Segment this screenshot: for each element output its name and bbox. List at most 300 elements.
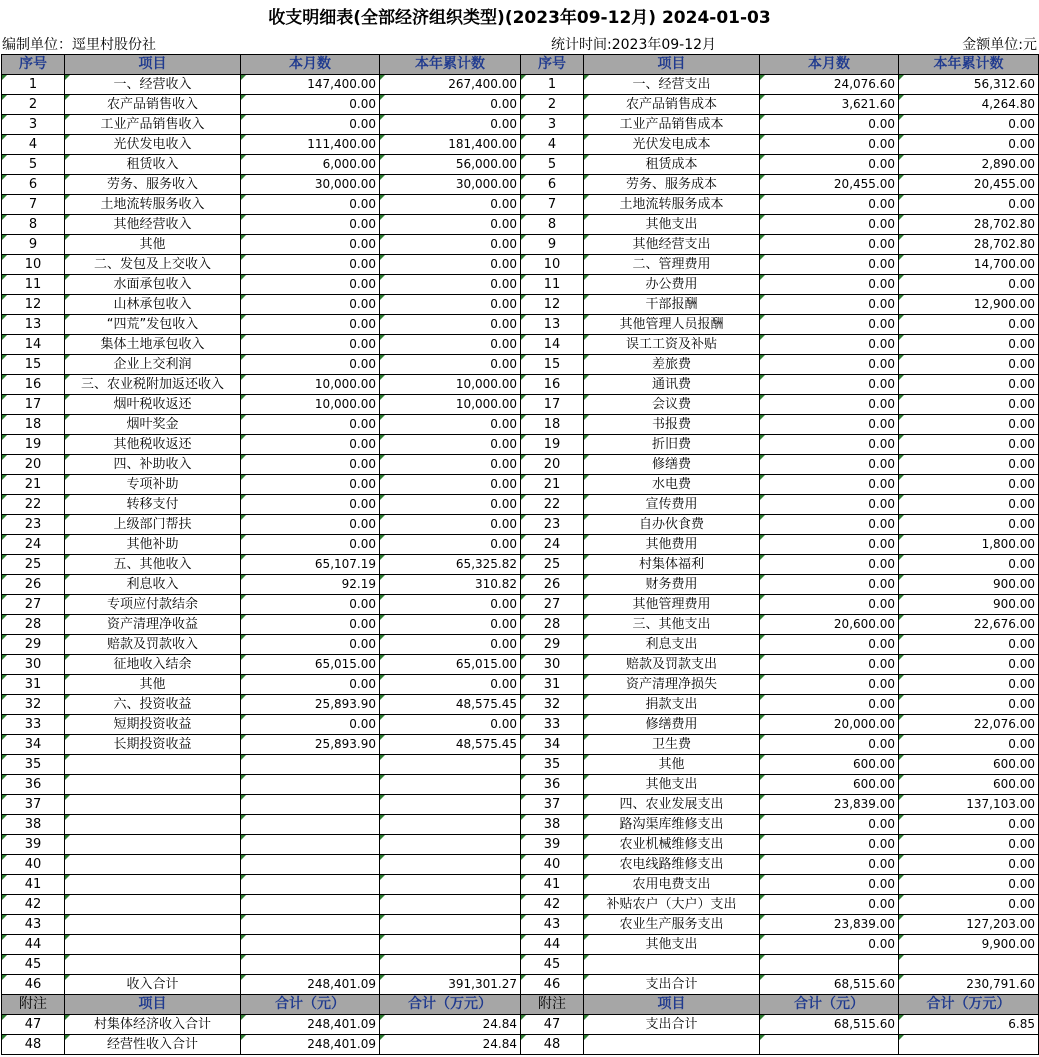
income-month-value: 0.00 (241, 115, 380, 135)
footer-header-total-wan: 合计（万元） (380, 995, 521, 1015)
income-month-value: 147,400.00 (241, 75, 380, 95)
table-row (2, 675, 1039, 695)
expense-item: 其他支出 (584, 775, 760, 795)
expense-year-value: 9,900.00 (899, 935, 1039, 955)
expense-year-value: 28,702.80 (899, 215, 1039, 235)
expense-month-value: 0.00 (760, 635, 899, 655)
income-item: 三、农业税附加返还收入 (65, 375, 241, 395)
expense-month-value: 0.00 (760, 375, 899, 395)
income-item (65, 935, 241, 955)
table-row (2, 655, 1039, 675)
expense-month-value: 24,076.60 (760, 75, 899, 95)
row-seq: 10 (2, 255, 65, 275)
row-seq: 7 (2, 195, 65, 215)
income-month-value: 0.00 (241, 535, 380, 555)
expense-item: 其他管理费用 (584, 595, 760, 615)
income-month-value: 0.00 (241, 195, 380, 215)
row-seq: 44 (2, 935, 65, 955)
expense-month-value: 0.00 (760, 815, 899, 835)
expense-item: 补贴农户（大户）支出 (584, 895, 760, 915)
income-item: “四荒”发包收入 (65, 315, 241, 335)
expense-month-value: 0.00 (760, 315, 899, 335)
income-month-value: 30,000.00 (241, 175, 380, 195)
row-seq: 15 (2, 355, 65, 375)
expense-month-value: 0.00 (760, 155, 899, 175)
income-year-value: 0.00 (380, 115, 521, 135)
expense-item: 农电线路维修支出 (584, 855, 760, 875)
income-year-value (380, 815, 521, 835)
row-seq: 26 (2, 575, 65, 595)
income-year-value: 0.00 (380, 295, 521, 315)
income-item: 集体土地承包收入 (65, 335, 241, 355)
statistics-period: 统计时间:2023年09-12月 (551, 37, 717, 53)
table-row (2, 195, 1039, 215)
income-year-value: 0.00 (380, 675, 521, 695)
row-seq: 5 (2, 155, 65, 175)
expense-item: 办公费用 (584, 275, 760, 295)
footer-row (2, 1015, 1039, 1035)
expense-item: 误工工资及补贴 (584, 335, 760, 355)
income-item: 企业上交利润 (65, 355, 241, 375)
expense-item: 村集体福利 (584, 555, 760, 575)
expense-year-value: 0.00 (899, 375, 1039, 395)
table-row (2, 215, 1039, 235)
expense-item: 农业机械维修支出 (584, 835, 760, 855)
table-row (2, 855, 1039, 875)
row-seq: 3 (521, 115, 584, 135)
income-year-value: 56,000.00 (380, 155, 521, 175)
row-seq: 17 (2, 395, 65, 415)
footer-seq: 47 (521, 1015, 584, 1035)
expense-year-value: 0.00 (899, 355, 1039, 375)
table-row (2, 175, 1039, 195)
expense-item: 农产品销售成本 (584, 95, 760, 115)
expense-item: 农业生产服务支出 (584, 915, 760, 935)
income-item: 土地流转服务收入 (65, 195, 241, 215)
row-seq: 41 (521, 875, 584, 895)
row-seq: 6 (2, 175, 65, 195)
expense-month-value: 20,455.00 (760, 175, 899, 195)
income-item: 烟叶税收返还 (65, 395, 241, 415)
row-seq: 6 (521, 175, 584, 195)
footer-header-item: 项目 (65, 995, 241, 1015)
income-year-value: 0.00 (380, 435, 521, 455)
row-seq: 36 (521, 775, 584, 795)
row-seq: 37 (521, 795, 584, 815)
income-year-value: 0.00 (380, 315, 521, 335)
expense-item: 折旧费 (584, 435, 760, 455)
row-seq: 9 (521, 235, 584, 255)
expense-year-value: 0.00 (899, 895, 1039, 915)
expense-year-value: 20,455.00 (899, 175, 1039, 195)
header-month: 本月数 (760, 55, 899, 75)
row-seq: 42 (2, 895, 65, 915)
table-row (2, 795, 1039, 815)
income-item: 上级部门帮扶 (65, 515, 241, 535)
income-month-value: 0.00 (241, 415, 380, 435)
income-item: 其他补助 (65, 535, 241, 555)
expense-year-value: 28,702.80 (899, 235, 1039, 255)
expense-month-value: 0.00 (760, 275, 899, 295)
row-seq: 19 (2, 435, 65, 455)
expense-year-value: 0.00 (899, 695, 1039, 715)
footer-row (2, 1035, 1039, 1055)
row-seq: 21 (521, 475, 584, 495)
income-year-value (380, 955, 521, 975)
row-seq: 4 (521, 135, 584, 155)
expense-month-value: 0.00 (760, 595, 899, 615)
expense-month-value: 0.00 (760, 335, 899, 355)
row-seq: 46 (2, 975, 65, 995)
report-title: 收支明细表(全部经济组织类型)(2023年09-12月) 2024-01-03 (268, 8, 771, 28)
income-item: 水面承包收入 (65, 275, 241, 295)
row-seq: 37 (2, 795, 65, 815)
expense-month-value: 3,621.60 (760, 95, 899, 115)
row-seq: 11 (521, 275, 584, 295)
row-seq: 24 (521, 535, 584, 555)
income-month-value (241, 895, 380, 915)
income-year-value: 310.82 (380, 575, 521, 595)
income-year-value: 0.00 (380, 515, 521, 535)
expense-item: 路沟渠库维修支出 (584, 815, 760, 835)
row-seq: 5 (521, 155, 584, 175)
expense-year-value: 0.00 (899, 515, 1039, 535)
footer-income-total-yuan: 248,401.09 (241, 1035, 380, 1055)
income-item: 其他 (65, 675, 241, 695)
expense-item: 资产清理净损失 (584, 675, 760, 695)
expense-item: 四、农业发展支出 (584, 795, 760, 815)
header-item: 项目 (584, 55, 760, 75)
income-item: 劳务、服务收入 (65, 175, 241, 195)
row-seq: 8 (521, 215, 584, 235)
income-year-value: 0.00 (380, 595, 521, 615)
table-row (2, 455, 1039, 475)
income-year-value: 181,400.00 (380, 135, 521, 155)
row-seq: 3 (2, 115, 65, 135)
expense-year-value: 0.00 (899, 275, 1039, 295)
row-seq: 30 (2, 655, 65, 675)
table-row (2, 595, 1039, 615)
income-month-value (241, 875, 380, 895)
table-row (2, 515, 1039, 535)
income-item: 资产清理净收益 (65, 615, 241, 635)
income-item: 五、其他收入 (65, 555, 241, 575)
table-row (2, 475, 1039, 495)
row-seq: 10 (521, 255, 584, 275)
header-year: 本年累计数 (380, 55, 521, 75)
income-month-value: 0.00 (241, 475, 380, 495)
expense-month-value: 0.00 (760, 835, 899, 855)
expense-year-value: 0.00 (899, 455, 1039, 475)
row-seq: 39 (2, 835, 65, 855)
expense-month-value: 0.00 (760, 495, 899, 515)
row-seq: 23 (2, 515, 65, 535)
table-row (2, 135, 1039, 155)
row-seq: 18 (2, 415, 65, 435)
income-item (65, 955, 241, 975)
row-seq: 9 (2, 235, 65, 255)
footer-income-total-yuan: 248,401.09 (241, 1015, 380, 1035)
table-row (2, 95, 1039, 115)
income-item: 租赁收入 (65, 155, 241, 175)
expense-month-value: 0.00 (760, 875, 899, 895)
expense-year-value: 0.00 (899, 415, 1039, 435)
expense-month-value: 600.00 (760, 775, 899, 795)
expense-item: 其他支出 (584, 935, 760, 955)
money-unit: 金额单位:元 (962, 37, 1037, 53)
income-year-value (380, 775, 521, 795)
expense-item: 工业产品销售成本 (584, 115, 760, 135)
income-year-value: 0.00 (380, 615, 521, 635)
expense-year-value: 0.00 (899, 435, 1039, 455)
expense-item: 卫生费 (584, 735, 760, 755)
income-year-value: 0.00 (380, 415, 521, 435)
income-year-value: 65,015.00 (380, 655, 521, 675)
table-row (2, 915, 1039, 935)
income-month-value: 65,015.00 (241, 655, 380, 675)
income-month-value: 0.00 (241, 435, 380, 455)
income-item: 二、发包及上交收入 (65, 255, 241, 275)
row-seq: 32 (521, 695, 584, 715)
footer-expense-total-wan (899, 1035, 1039, 1055)
income-year-value: 0.00 (380, 335, 521, 355)
income-item (65, 815, 241, 835)
expense-year-value: 0.00 (899, 675, 1039, 695)
income-year-value (380, 855, 521, 875)
row-seq: 40 (2, 855, 65, 875)
expense-year-value: 0.00 (899, 835, 1039, 855)
table-row (2, 155, 1039, 175)
expense-item: 光伏发电成本 (584, 135, 760, 155)
expense-month-value: 0.00 (760, 395, 899, 415)
expense-year-value: 0.00 (899, 475, 1039, 495)
row-seq: 35 (2, 755, 65, 775)
income-year-value: 0.00 (380, 715, 521, 735)
table-row (2, 335, 1039, 355)
income-month-value: 10,000.00 (241, 395, 380, 415)
table-row (2, 115, 1039, 135)
expense-month-value: 0.00 (760, 295, 899, 315)
income-year-value: 65,325.82 (380, 555, 521, 575)
income-month-value: 0.00 (241, 315, 380, 335)
row-seq: 39 (521, 835, 584, 855)
expense-item: 其他经营支出 (584, 235, 760, 255)
expense-month-value: 0.00 (760, 435, 899, 455)
income-item: 其他 (65, 235, 241, 255)
income-year-value (380, 915, 521, 935)
income-month-value: 111,400.00 (241, 135, 380, 155)
table-row (2, 495, 1039, 515)
table-row (2, 75, 1039, 95)
income-month-value: 248,401.09 (241, 975, 380, 995)
income-month-value: 0.00 (241, 595, 380, 615)
expense-item: 其他费用 (584, 535, 760, 555)
row-seq: 31 (2, 675, 65, 695)
row-seq: 17 (521, 395, 584, 415)
row-seq: 46 (521, 975, 584, 995)
row-seq: 43 (2, 915, 65, 935)
expense-year-value: 600.00 (899, 775, 1039, 795)
expense-item: 宣传费用 (584, 495, 760, 515)
income-year-value: 0.00 (380, 635, 521, 655)
income-item (65, 795, 241, 815)
income-month-value (241, 755, 380, 775)
expense-item: 其他支出 (584, 215, 760, 235)
table-row (2, 255, 1039, 275)
income-year-value: 0.00 (380, 495, 521, 515)
expense-year-value: 0.00 (899, 855, 1039, 875)
expense-item: 干部报酬 (584, 295, 760, 315)
footer-header-note: 附注 (521, 995, 584, 1015)
income-year-value: 0.00 (380, 235, 521, 255)
row-seq: 16 (521, 375, 584, 395)
income-item: 六、投资收益 (65, 695, 241, 715)
row-seq: 25 (521, 555, 584, 575)
row-seq: 27 (521, 595, 584, 615)
row-seq: 29 (2, 635, 65, 655)
table-row (2, 835, 1039, 855)
income-year-value: 0.00 (380, 195, 521, 215)
table-row (2, 635, 1039, 655)
expense-month-value: 0.00 (760, 415, 899, 435)
table-row (2, 975, 1039, 995)
row-seq: 24 (2, 535, 65, 555)
expense-year-value: 0.00 (899, 315, 1039, 335)
row-seq: 38 (521, 815, 584, 835)
income-year-value: 0.00 (380, 95, 521, 115)
report-meta (0, 36, 1039, 54)
expense-year-value: 0.00 (899, 115, 1039, 135)
row-seq: 30 (521, 655, 584, 675)
compiling-unit: 编制单位：逕里村股份社 (2, 37, 156, 53)
footer-header-total-yuan: 合计（元） (241, 995, 380, 1015)
table-row (2, 895, 1039, 915)
header-item: 项目 (65, 55, 241, 75)
footer-header-total-yuan: 合计（元） (760, 995, 899, 1015)
expense-year-value: 14,700.00 (899, 255, 1039, 275)
income-month-value (241, 915, 380, 935)
expense-year-value: 2,890.00 (899, 155, 1039, 175)
expense-month-value: 600.00 (760, 755, 899, 775)
expense-item: 会议费 (584, 395, 760, 415)
row-seq: 12 (2, 295, 65, 315)
row-seq: 8 (2, 215, 65, 235)
expense-item: 支出合计 (584, 975, 760, 995)
expense-year-value: 600.00 (899, 755, 1039, 775)
income-year-value: 0.00 (380, 275, 521, 295)
income-item: 山林承包收入 (65, 295, 241, 315)
row-seq: 23 (521, 515, 584, 535)
expense-month-value: 23,839.00 (760, 795, 899, 815)
income-month-value: 0.00 (241, 715, 380, 735)
row-seq: 16 (2, 375, 65, 395)
header-month: 本月数 (241, 55, 380, 75)
row-seq: 1 (521, 75, 584, 95)
income-month-value: 0.00 (241, 255, 380, 275)
table-row (2, 295, 1039, 315)
income-month-value: 0.00 (241, 355, 380, 375)
expense-item: 二、管理费用 (584, 255, 760, 275)
expense-month-value: 0.00 (760, 115, 899, 135)
row-seq: 13 (521, 315, 584, 335)
income-item: 工业产品销售收入 (65, 115, 241, 135)
income-month-value: 0.00 (241, 235, 380, 255)
expense-month-value: 0.00 (760, 515, 899, 535)
row-seq: 14 (2, 335, 65, 355)
income-item: 光伏发电收入 (65, 135, 241, 155)
footer-header-note: 附注 (2, 995, 65, 1015)
expense-month-value: 0.00 (760, 855, 899, 875)
income-year-value (380, 795, 521, 815)
expense-year-value: 230,791.60 (899, 975, 1039, 995)
expense-month-value: 0.00 (760, 695, 899, 715)
expense-year-value: 0.00 (899, 635, 1039, 655)
income-year-value: 0.00 (380, 215, 521, 235)
table-row (2, 535, 1039, 555)
row-seq: 41 (2, 875, 65, 895)
expense-month-value: 23,839.00 (760, 915, 899, 935)
table-header-row (2, 55, 1039, 75)
expense-item: 修缮费 (584, 455, 760, 475)
table-row (2, 755, 1039, 775)
expense-item: 修缮费用 (584, 715, 760, 735)
table-row (2, 235, 1039, 255)
expense-month-value: 0.00 (760, 895, 899, 915)
income-month-value: 0.00 (241, 295, 380, 315)
footer-income-item: 村集体经济收入合计 (65, 1015, 241, 1035)
expense-item: 农用电费支出 (584, 875, 760, 895)
income-item: 专项补助 (65, 475, 241, 495)
expense-item: 利息支出 (584, 635, 760, 655)
expense-month-value: 0.00 (760, 235, 899, 255)
income-month-value (241, 815, 380, 835)
table-row (2, 355, 1039, 375)
footer-income-total-wan: 24.84 (380, 1015, 521, 1035)
income-month-value: 25,893.90 (241, 735, 380, 755)
income-month-value: 0.00 (241, 335, 380, 355)
expense-year-value: 0.00 (899, 555, 1039, 575)
income-year-value: 48,575.45 (380, 735, 521, 755)
income-item: 农产品销售收入 (65, 95, 241, 115)
income-expense-table (1, 54, 1039, 1055)
table-row (2, 275, 1039, 295)
expense-year-value: 127,203.00 (899, 915, 1039, 935)
expense-month-value: 0.00 (760, 255, 899, 275)
expense-month-value: 0.00 (760, 535, 899, 555)
row-seq: 26 (521, 575, 584, 595)
income-item: 短期投资收益 (65, 715, 241, 735)
expense-month-value: 0.00 (760, 935, 899, 955)
income-item (65, 895, 241, 915)
income-year-value (380, 835, 521, 855)
expense-year-value: 4,264.80 (899, 95, 1039, 115)
expense-month-value: 0.00 (760, 215, 899, 235)
income-month-value: 0.00 (241, 275, 380, 295)
income-year-value: 267,400.00 (380, 75, 521, 95)
income-year-value: 48,575.45 (380, 695, 521, 715)
expense-year-value (899, 955, 1039, 975)
expense-month-value: 20,600.00 (760, 615, 899, 635)
income-item (65, 915, 241, 935)
footer-expense-item: 支出合计 (584, 1015, 760, 1035)
income-month-value (241, 955, 380, 975)
row-seq: 15 (521, 355, 584, 375)
row-seq: 1 (2, 75, 65, 95)
row-seq: 34 (521, 735, 584, 755)
expense-month-value: 0.00 (760, 575, 899, 595)
expense-month-value: 0.00 (760, 675, 899, 695)
income-item: 烟叶奖金 (65, 415, 241, 435)
